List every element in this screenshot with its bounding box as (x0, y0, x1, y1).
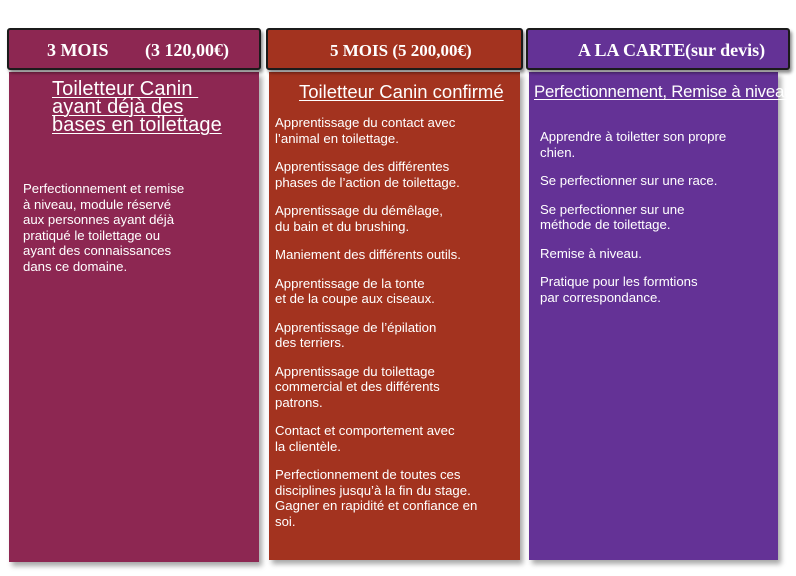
tab-offer-label: A LA CARTE (578, 40, 686, 60)
description-paragraph: Apprentissage du démêlage, du bain et du brushing. (275, 203, 443, 234)
description-paragraph: Apprendre à toiletter son propre chien. (540, 129, 727, 160)
tab-label: 5 MOIS (5 200,00€) (330, 41, 472, 60)
tab-3-mois (7, 28, 261, 70)
description-paragraph: Perfectionnement de toutes ces disciplines jusqu’à la fin du stage. Gagner en rapidité et confiance en soi. (275, 467, 478, 529)
description-paragraph: Remise à niveau. (540, 245, 642, 261)
column-a-la-carte (529, 72, 794, 560)
column-title: Perfectionnement, Remise à niveau (534, 82, 794, 101)
column-text (23, 181, 248, 287)
column-title: Toiletteur Canin confirmé (299, 81, 504, 102)
column-5-mois (269, 72, 520, 560)
description-paragraph: Perfectionnement et remise à niveau, module réservé aux personnes ayant déjà pratiqué le toilettage ou ayant des connaissances dans ce domaine. (23, 181, 185, 274)
column-text (540, 129, 770, 318)
tab-price-label: (3 120,00€) (145, 40, 229, 60)
column-title: Toiletteur Canin ayant déjà des bases en toilettage (52, 78, 222, 136)
description-paragraph: Se perfectionner sur une race. (540, 173, 718, 188)
description-paragraph: Apprentissage du contact avec l’animal en toilettage. (275, 115, 456, 146)
tab-a-la-carte (526, 28, 790, 70)
tab-duration-label: 3 MOIS (47, 40, 109, 60)
description-paragraph: Contact et comportement avec la clientèle. (275, 423, 455, 454)
tab-price-label: (sur devis) (685, 40, 766, 60)
description-paragraph: Apprentissage de la tonte et de la coupe aux ciseaux. (275, 275, 435, 306)
description-paragraph: Apprentissage de l’épilation des terriers. (275, 319, 437, 350)
description-paragraph: Pratique pour les formtions par correspondance. (540, 274, 698, 305)
description-paragraph: Apprentissage des différentes phases de l’action de toilettage. (275, 159, 460, 190)
description-paragraph: Apprentissage du toilettage commercial et des différents patrons. (275, 363, 440, 410)
column-3-mois (9, 72, 259, 562)
column-text (275, 115, 515, 542)
tab-5-mois (266, 28, 523, 70)
description-paragraph: Maniement des différents outils. (275, 247, 461, 262)
description-paragraph: Se perfectionner sur une méthode de toilettage. (540, 201, 685, 232)
